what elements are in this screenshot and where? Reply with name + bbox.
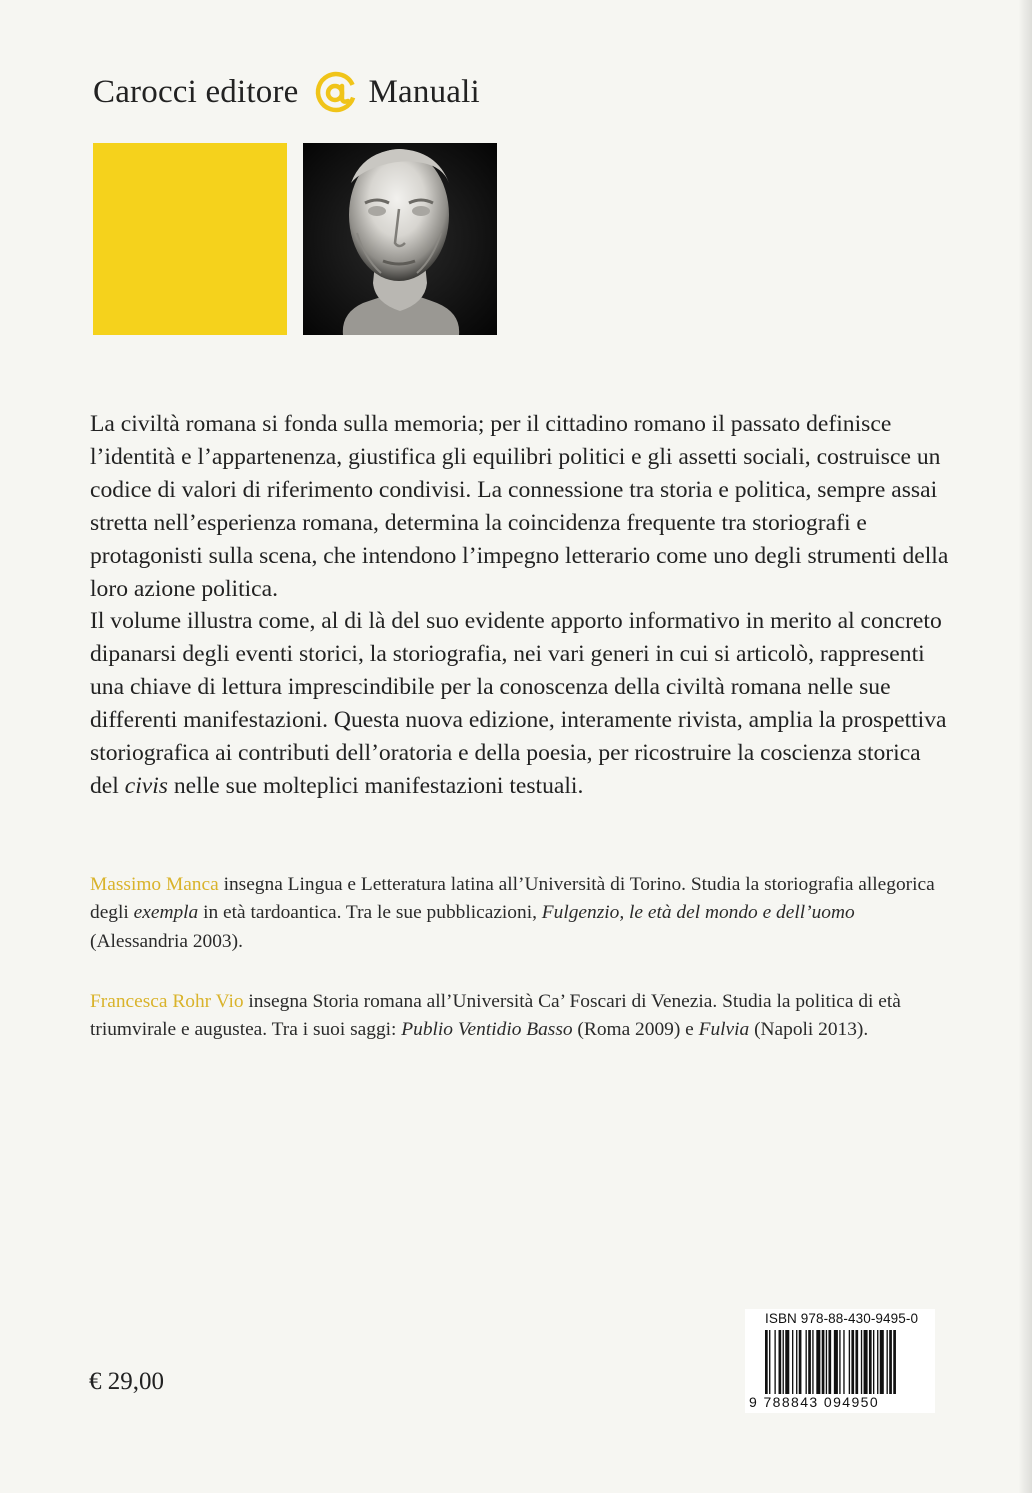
at-logo-icon	[314, 70, 358, 114]
description-paragraph-1: La civiltà romana si fonda sulla memoria; per il cittadino romano il passato definisce l’identità e l’appartenenza, giustifica gli equilibri politici e gli assetti sociali, costruisce un codice di valori di riferimento condivisi. La connessione tra storia e politica, sempre assai stretta nell’esperienza romana, determina la coincidenza frequente tra storiografi e protagonisti sulla scena, che intendono l’impegno letterario come uno degli strumenti della loro azione politica.	[90, 411, 949, 602]
civis-term: civis	[124, 772, 168, 799]
description-paragraph-2: Il volume illustra come, al di là del suo evidente apporto informativo in merito al concreto dipanarsi degli eventi storici, la storiografia, nei vari generi in cui si articolò, rappresenti una chiave di lettura imprescindibile per la conoscenza della civiltà romana nelle sue differenti manifestazioni. Questa nuova edizione, interamente rivista, amplia la prospettiva storiografica ai contributi dell’oratoria e della poesia, per ricostruire la coscienza storica del civis nelle sue molteplici manifestazioni testuali.	[90, 608, 947, 799]
series-name: Manuali	[368, 73, 480, 110]
author-bio-rohr-vio: Francesca Rohr Vio insegna Storia romana all’Università Ca’ Foscari di Venezia. Studia la politica di età triumvirale e augustea. Tra i suoi saggi: Publio Ventidio Basso (Roma 2009) e Fulvia (Napoli 2013).	[90, 991, 901, 1041]
barcode-bars	[765, 1330, 933, 1394]
roman-bust-photo	[303, 143, 497, 335]
yellow-color-block	[93, 143, 287, 335]
series-header	[93, 70, 480, 114]
author-name: Francesca Rohr Vio	[90, 991, 244, 1012]
page-edge-shadow	[1018, 0, 1032, 1493]
book-description	[90, 408, 950, 803]
isbn-barcode	[745, 1309, 935, 1413]
isbn-text: ISBN 978-88-430-9495-0	[765, 1311, 919, 1326]
author-bio-manca: Massimo Manca insegna Lingua e Letteratura latina all’Università di Torino. Studia la storiografia allegorica degli exempla in età tardoantica. Tra le sue pubblicazioni, Fulgenzio, le età del mondo e dell’uomo (Alessandria 2003).	[90, 874, 935, 952]
author-name: Massimo Manca	[90, 874, 219, 895]
price-label: € 29,00	[89, 1368, 164, 1395]
publisher-name: Carocci editore	[93, 73, 299, 110]
barcode-digits: 9 788843 094950	[749, 1394, 879, 1410]
